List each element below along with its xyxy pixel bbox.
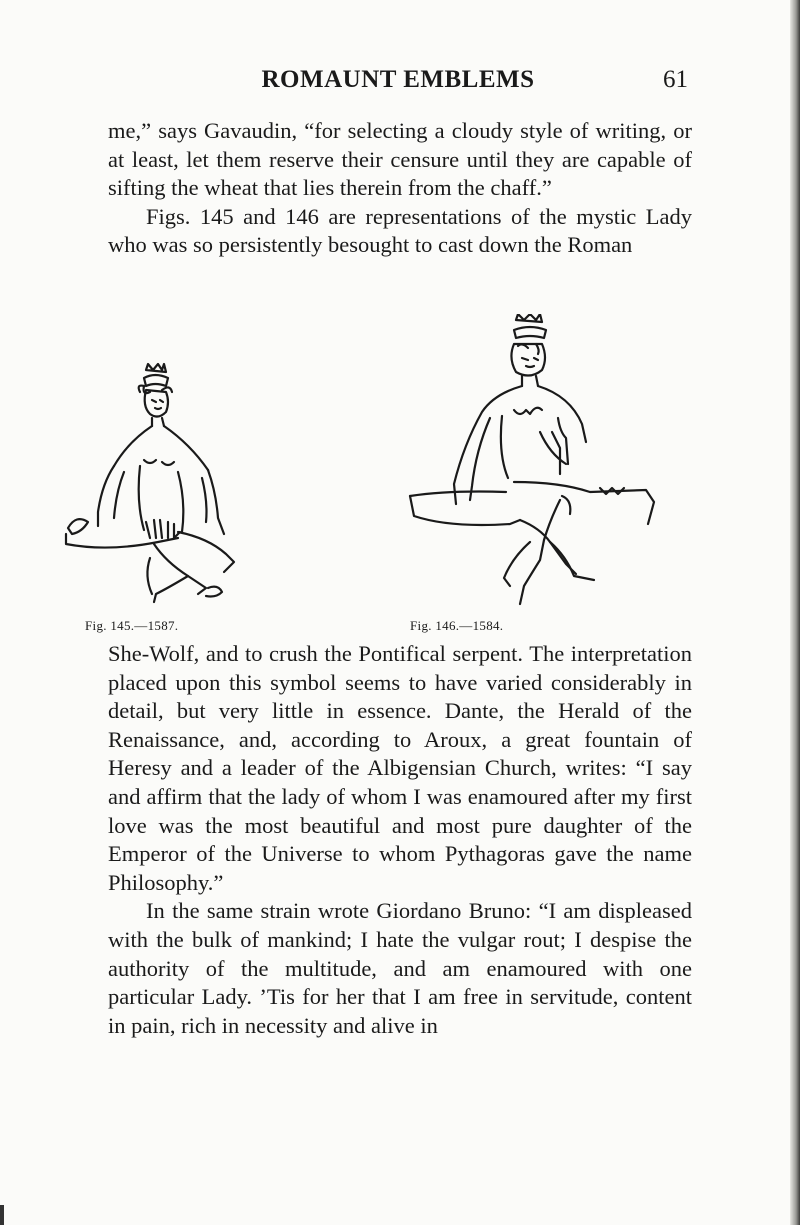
- figure-146-caption: Fig. 146.—1584.: [410, 618, 504, 633]
- paragraph: She-Wolf, and to crush the Pontifical serpent. The interpretation placed upon this symbol seems to have varied considerably in detail, but very little in essence. Dante, the Herald of the Renaissance, and, according to Aroux, a great fountain of Heresy and a leader of the Albigensian Church, writes: “I say and affirm that the lady of whom I was enamoured after my first love was the most beautiful and most pure daughter of the Emperor of the Universe to whom Pythagoras gave the name Philosophy.”: [108, 641, 692, 895]
- page-edge-shadow: [790, 0, 800, 1225]
- paragraph: In the same strain wrote Giordano Bruno: “I am displeased with the bulk of mankind; I hate the vulgar rout; I despise the authority of the multitude, and am enamoured with one particular Lady. ’Tis for her that I am free in servitude, content in pain, rich in necessity and alive in: [108, 898, 692, 1038]
- text-block-top: [108, 117, 692, 260]
- figure-145-caption: Fig. 145.—1587.: [85, 618, 179, 633]
- figures-area: [85, 330, 700, 640]
- page-number: 61: [663, 66, 688, 93]
- figure-146-watermark-drawing: [390, 314, 710, 614]
- paragraph: Figs. 145 and 146 are representations of the mystic Lady who was so persistently besought to cast down the Roman: [108, 203, 692, 258]
- running-header: [108, 66, 688, 106]
- text-block-bottom: [108, 640, 692, 1040]
- running-title: ROMAUNT EMBLEMS: [261, 66, 535, 93]
- paragraph: me,” says Gavaudin, “for selecting a cloudy style of writing, or at least, let them reserve their censure until they are capable of sifting the wheat that lies therein from the chaff.”: [108, 118, 692, 201]
- figure-145-watermark-drawing: [58, 362, 258, 622]
- page-margin-mark: [0, 1205, 4, 1225]
